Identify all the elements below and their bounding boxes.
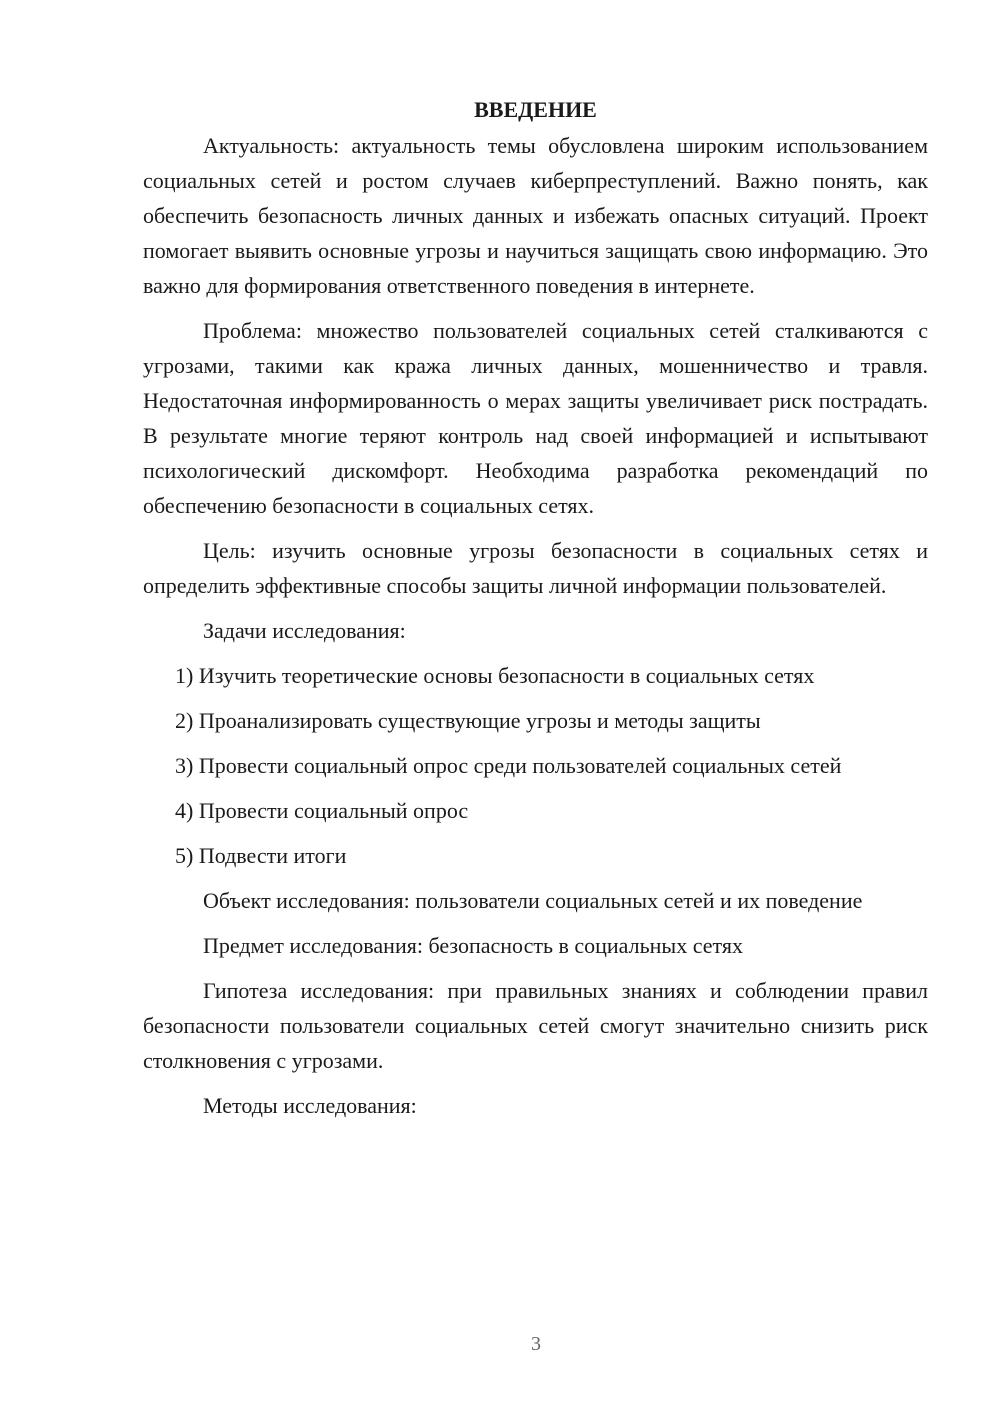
problem-paragraph: Проблема: множество пользователей социальных сетей сталкиваются с угрозами, такими как кража личных данных, мошенничество и травля. Недостаточная информированность о мерах защиты увеличивает риск пострадать. В результате многие теряют контроль над своей информацией и испытывают психологический дискомфорт. Необходима разработка рекомендаций по обеспечению безопасности в социальных сетях. — [143, 318, 928, 518]
list-item: 4) Провести социальный опрос — [175, 798, 469, 823]
object-paragraph: Объект исследования: пользователи социальных сетей и их поведение — [203, 888, 863, 913]
list-item: 2) Проанализировать существующие угрозы и методы защиты — [175, 708, 761, 733]
list-item: 3) Провести социальный опрос среди пользователей социальных сетей — [175, 753, 842, 778]
goal-paragraph: Цель: изучить основные угрозы безопасности в социальных сетях и определить эффективные способы защиты личной информации пользователей. — [143, 538, 928, 598]
relevance-paragraph: Актуальность: актуальность темы обусловлена широким использованием социальных сетей и ростом случаев киберпреступлений. Важно понять, как обеспечить безопасность личных данных и избежать опасных ситуаций. Проект помогает выявить основные угрозы и научиться защищать свою информацию. Это важно для формирования ответственного поведения в интернете. — [143, 133, 928, 298]
document-page — [143, 92, 928, 1123]
tasks-heading: Задачи исследования: — [203, 618, 406, 643]
tasks-list — [143, 658, 928, 873]
list-item: 1) Изучить теоретические основы безопасности в социальных сетях — [175, 663, 815, 688]
page-number: 3 — [531, 1333, 541, 1355]
list-item: 5) Подвести итоги — [175, 843, 347, 868]
methods-heading: Методы исследования: — [203, 1093, 417, 1118]
section-title: ВВЕДЕНИЕ — [474, 97, 597, 122]
hypothesis-paragraph: Гипотеза исследования: при правильных знаниях и соблюдении правил безопасности пользователи социальных сетей смогут значительно снизить риск столкновения с угрозами. — [143, 978, 928, 1073]
subject-paragraph: Предмет исследования: безопасность в социальных сетях — [203, 933, 743, 958]
